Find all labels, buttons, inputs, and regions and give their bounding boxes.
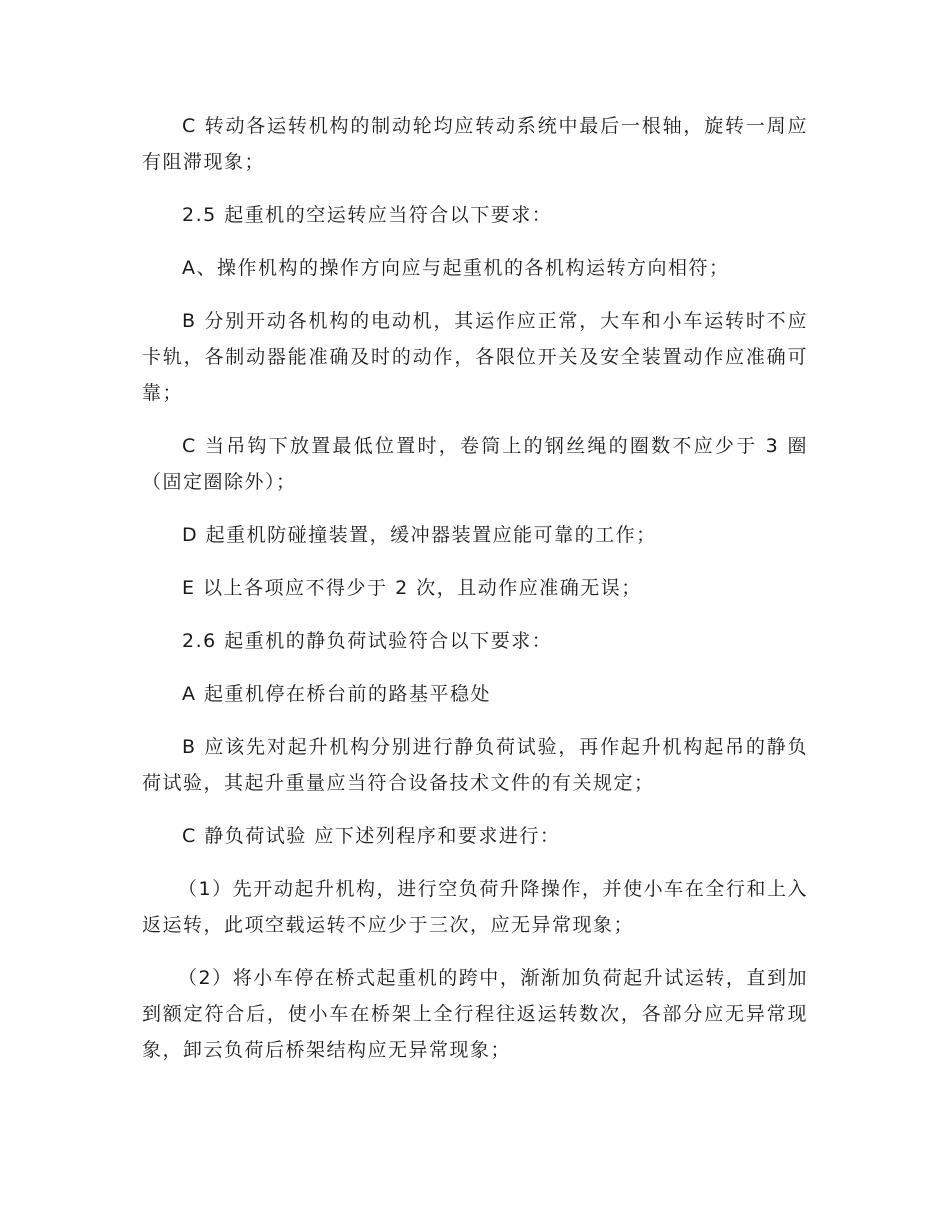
paragraph-step-2: （2）将小车停在桥式起重机的跨中，渐渐加负荷起升试运转，直到加到额定符合后，使小车在桥架上全行程往返运转数次，各部分应无异常现象，卸云负荷后桥架结构应无异常现象；	[142, 967, 808, 1061]
paragraph-b-static-load: B 应该先对起升机构分别进行静负荷试验，再作起升机构起吊的静负荷试验，其起升重量应当符合设备技术文件的有关规定；	[142, 736, 808, 794]
paragraph-d-anti-collision: D 起重机防碰撞装置，缓冲器装置应能可靠的工作；	[182, 524, 657, 546]
paragraph-c-hook-lowest: C 当吊钩下放置最低位置时，卷筒上的钢丝绳的圈数不应少于 3 圈（固定圈除外）；	[142, 435, 808, 493]
paragraph-a-crane-position: A 起重机停在桥台前的路基平稳处	[182, 683, 492, 705]
document-body	[142, 108, 808, 1085]
paragraph-a-operation-direction: A、操作机构的操作方向应与起重机的各机构运转方向相符；	[182, 257, 730, 279]
paragraph-e-repeat: E 以上各项应不得少于 2 次，且动作应准确无误；	[182, 577, 642, 599]
paragraph-2-6-heading: 2.6 起重机的静负荷试验符合以下要求：	[182, 630, 553, 652]
paragraph-step-1: （1）先开动起升机构，进行空负荷升降操作，并使小车在全行和上入返运转，此项空载运转不应少于三次，应无异常现象；	[142, 878, 808, 936]
paragraph-b-motors: B 分别开动各机构的电动机，其运作应正常，大车和小车运转时不应卡轨，各制动器能准确及时的动作，各限位开关及安全装置动作应准确可靠；	[142, 310, 808, 404]
paragraph-2-5-heading: 2.5 起重机的空运转应当符合以下要求：	[182, 204, 553, 226]
paragraph-c-brake-wheel: C 转动各运转机构的制动轮均应转动系统中最后一根轴，旋转一周应有阻滞现象；	[142, 115, 808, 173]
paragraph-c-static-procedure: C 静负荷试验 应下述列程序和要求进行：	[182, 825, 561, 847]
